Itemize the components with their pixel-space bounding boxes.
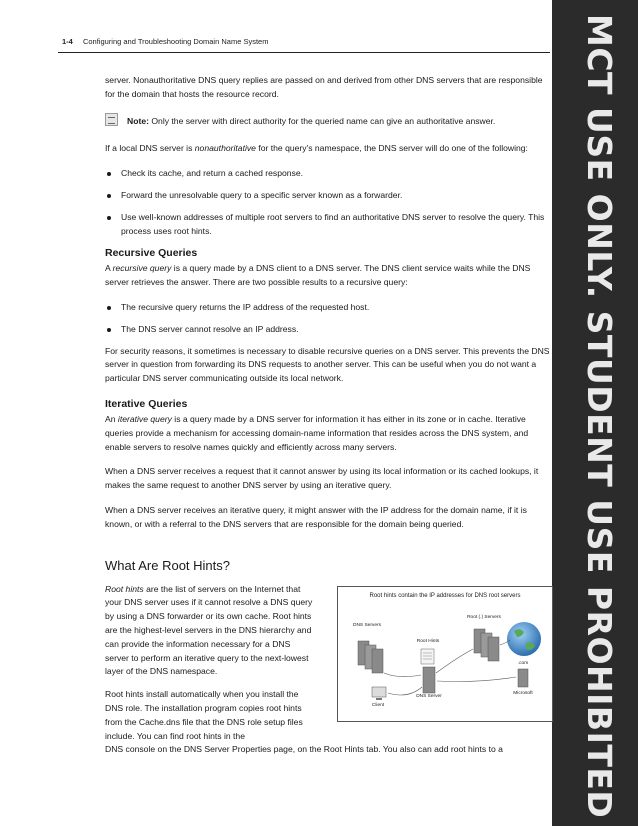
iterative-post: is a query made by a DNS server for information it has either in its zone or in cache. Iterative queries provide a mechanism for accessing domain-name information that resides across the DNS system, and enable servers to resolve names quickly and efficiently across many servers. (105, 413, 529, 452)
label-microsoft: Microsoft (513, 690, 533, 696)
list-item: Check its cache, and return a cached response. (105, 167, 553, 181)
nonauth-list (105, 167, 553, 238)
watermark-band (552, 0, 638, 826)
note-icon (105, 113, 118, 126)
recursive-heading: Recursive Queries (105, 247, 198, 260)
root-hints-doc-icon (421, 649, 434, 664)
watermark-text: MCT USE ONLY. STUDENT USE PROHIBITED (580, 14, 619, 819)
iterative-pre: An (105, 413, 118, 424)
root-hints-post: are the list of servers on the Internet that your DNS server uses if it cannot resolve a DNS query by using a DNS forwarder or its own cache. Root hints are the highest-level servers in the DNS hierarchy and can provide the information necessary for a DNS server to perform an iterative query to the next-lowest layer of the DNS namespace. (105, 583, 313, 677)
nonauth-pre: If a local DNS server is (105, 143, 195, 154)
note-text: Only the server with direct authority for the queried name can give an authoritative answer. (148, 115, 496, 126)
nonauth-paragraph (105, 142, 553, 156)
root-hints-heading: What Are Root Hints? (105, 557, 230, 573)
note-label: Note: (127, 115, 149, 126)
recursive-term: recursive query (112, 263, 172, 274)
root-hints-term: Root hints (105, 583, 144, 594)
recursive-list (105, 301, 553, 337)
root-hints-paragraph (105, 583, 315, 680)
root-hints-text (105, 583, 315, 744)
root-hints-last-line: DNS console on the DNS Server Properties page, on the Root Hints tab. You also can add root hints to a (105, 744, 503, 755)
iterative-paragraph (105, 413, 553, 454)
label-dns-server: DNS Server (416, 693, 442, 699)
dns-server-icon (423, 667, 435, 693)
list-item: The DNS server cannot resolve an IP address. (105, 323, 553, 337)
root-hints-paragraph-2: Root hints install automatically when you install the DNS role. The installation program copies root hints from the Cache.dns file that the DNS role setup files include. You can find root hints in the (105, 689, 303, 741)
label-root-hints: Root Hints (416, 638, 440, 644)
intro-paragraph: server. Nonauthoritative DNS query replies are passed on and derived from other DNS servers that are responsible for the domain that hosts the resource record. (105, 75, 543, 99)
recursive-security-paragraph: For security reasons, it sometimes is necessary to disable recursive queries on a DNS server. This prevents the DNS server in question from forwarding its DNS requests to another server. This can be useful when you do not want a particular DNS server communicating outside its local network. (105, 345, 550, 384)
header-rule (58, 52, 550, 53)
label-dns-servers: DNS Servers (353, 622, 381, 628)
dns-servers-group (358, 641, 383, 673)
figure-title: Root hints contain the IP addresses for DNS root servers (369, 592, 521, 599)
figure-diagram (338, 587, 552, 721)
com-server-icon (518, 669, 528, 687)
recursive-post: is a query made by a DNS client to a DNS server. The DNS client service waits while the DNS server retrieves the answer. There are two possible results to a recursive query: (105, 263, 531, 288)
recursive-pre: A (105, 263, 113, 274)
label-com: .com (517, 660, 529, 666)
page-number: 1-4 (62, 37, 73, 46)
internet-globe-icon (507, 622, 541, 656)
iterative-paragraph-3: When a DNS server receives an iterative query, it might answer with the IP address for the domain name, if it is known, or with a referral to the DNS servers that are responsible for the domain being queried. (105, 504, 527, 529)
list-item: Use well-known addresses of multiple root servers to find an authoritative DNS server to resolve the query. This process uses root hints. (105, 211, 553, 239)
nonauth-term: nonauthoritative (194, 143, 256, 154)
list-item: The recursive query returns the IP address of the requested host. (105, 301, 553, 315)
iterative-heading: Iterative Queries (105, 397, 188, 410)
root-servers-group (474, 629, 499, 661)
iterative-term: iterative query (117, 413, 172, 424)
label-root-servers: Root (.) Servers (467, 614, 501, 620)
nonauth-post: for the query's namespace, the DNS server will do one of the following: (255, 143, 528, 154)
root-hints-section (105, 583, 553, 758)
list-item: Forward the unresolvable query to a specific server known as a forwarder. (105, 189, 553, 203)
chapter-title: Configuring and Troubleshooting Domain Name System (82, 37, 269, 46)
client-computer-icon (372, 687, 386, 700)
iterative-paragraph-2: When a DNS server receives a request that it cannot answer by using its local information or its cached lookups, it makes the same request to another DNS server by using an iterative query. (105, 466, 539, 491)
root-hints-figure (337, 586, 553, 722)
label-client: Client (371, 702, 385, 708)
page-content (105, 74, 553, 757)
running-header (62, 37, 268, 46)
recursive-paragraph (105, 262, 553, 290)
note-box (105, 113, 553, 129)
